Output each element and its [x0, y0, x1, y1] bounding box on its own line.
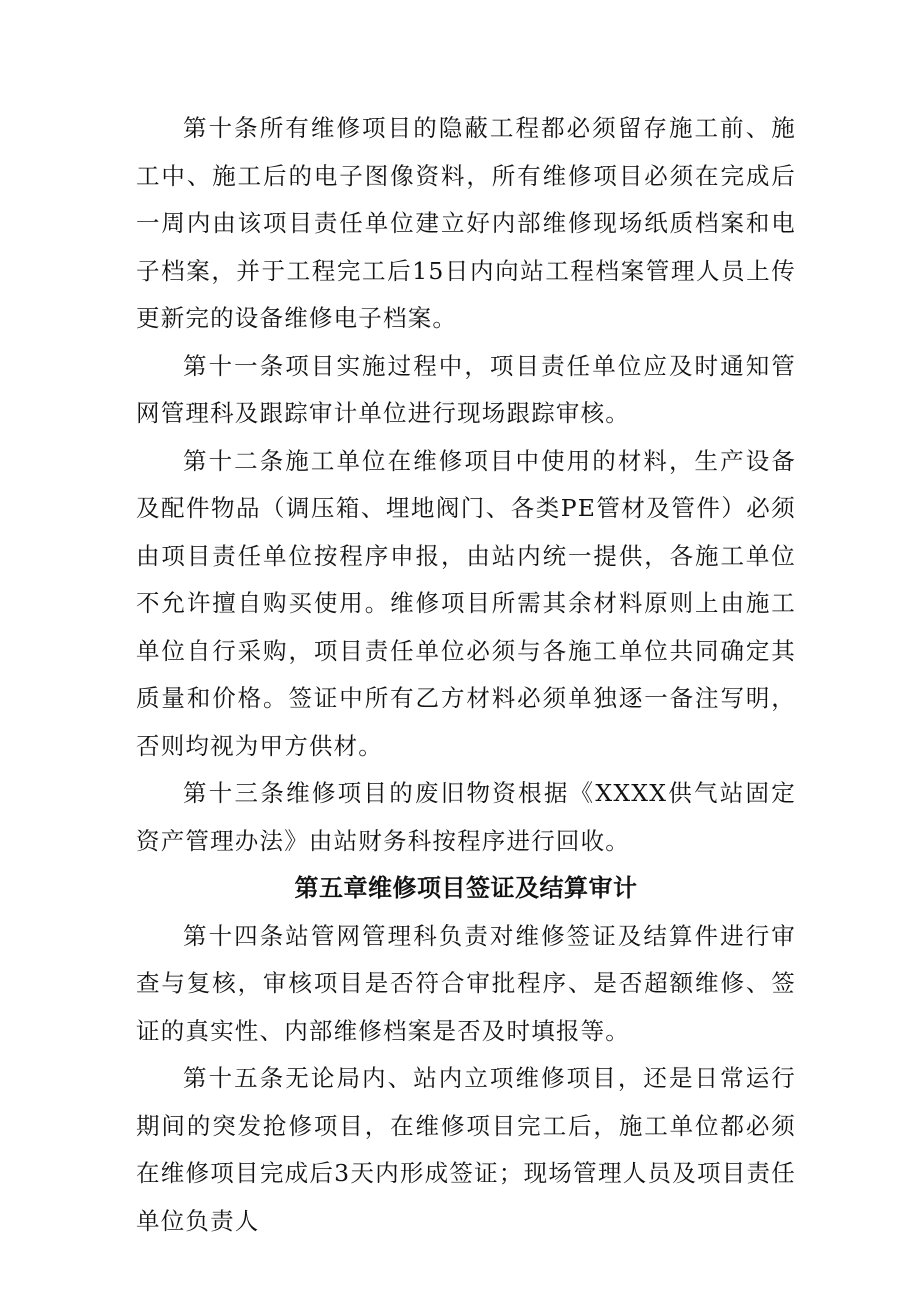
- article-10-paragraph: 第十条所有维修项目的隐蔽工程都必须留存施工前、施工中、施工后的电子图像资料，所有维修项目必须在完成后一周内由该项目责任单位建立好内部维修现场纸质档案和电子档案，并于工程完工后15日内向站工程档案管理人员上传更新完的设备维修电子档案。: [136, 114, 796, 332]
- article-11-paragraph: 第十一条项目实施过程中，项目责任单位应及时通知管网管理科及跟踪审计单位进行现场跟踪审核。: [136, 351, 796, 427]
- chapter-5-title: 第五章维修项目签证及结算审计: [294, 874, 638, 902]
- article-13-paragraph: 第十三条维修项目的废旧物资根据《XXXX供气站固定资产管理办法》由站财务科按程序进行回收。: [136, 779, 796, 855]
- article-15-paragraph: 第十五条无论局内、站内立项维修项目，还是日常运行期间的突发抢修项目，在维修项目完工后，施工单位都必须在维修项目完成后3天内形成签证；现场管理人员及项目责任单位负责人: [136, 1064, 796, 1235]
- article-14-paragraph: 第十四条站管网管理科负责对维修签证及结算件进行审查与复核，审核项目是否符合审批程序、是否超额维修、签证的真实性、内部维修档案是否及时填报等。: [136, 921, 796, 1045]
- document-body: [136, 105, 796, 1245]
- article-12-paragraph: 第十二条施工单位在维修项目中使用的材料，生产设备及配件物品（调压箱、埋地阀门、各类PE管材及管件）必须由项目责任单位按程序申报，由站内统一提供，各施工单位不允许擅自购买使用。维修项目所需其余材料原则上由施工单位自行采购，项目责任单位必须与各施工单位共同确定其质量和价格。签证中所有乙方材料必须单独逐一备注写明，否则均视为甲方供材。: [136, 446, 796, 760]
